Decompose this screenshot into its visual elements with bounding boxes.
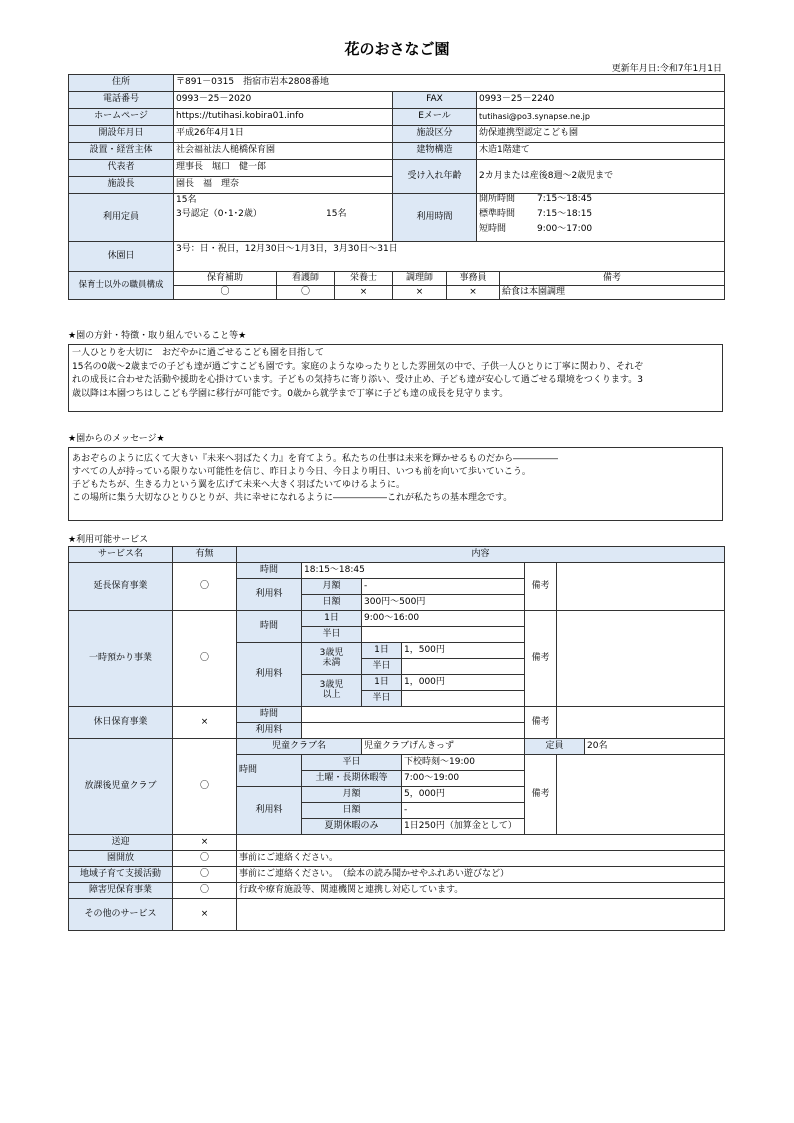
- representative-value: 理事長 堀口 健一郎: [174, 160, 393, 177]
- houkago-cap-value: 20名: [585, 739, 725, 755]
- encho-monthly-label: 月額: [302, 579, 362, 595]
- service-shogai-avail: 〇: [173, 883, 237, 899]
- kyujitsu-time-label: 時間: [237, 707, 302, 723]
- houkago-daily-label: 日額: [302, 803, 402, 819]
- service-chiiki-name: 地域子育て支援活動: [69, 867, 173, 883]
- encho-time-value: 18:15～18:45: [302, 563, 525, 579]
- ichiji-half-label: 半日: [302, 627, 362, 643]
- hours-short-value: 9:00～17:00: [537, 224, 593, 234]
- staff-value-assistant: 〇: [174, 286, 277, 300]
- capacity-type: 3号認定（0･1･2歳）: [176, 209, 262, 219]
- tel-value: 0993－25－2020: [174, 92, 393, 109]
- ichiji-over3-half-label: 半日: [362, 691, 402, 707]
- staff-value-nutritionist: ×: [335, 286, 393, 300]
- ichiji-over3-day-label: 1日: [362, 675, 402, 691]
- service-enkaiho-name: 園開放: [69, 851, 173, 867]
- ichiji-over3-half-value: [402, 691, 525, 707]
- capacity-type-number: 15名: [326, 209, 347, 219]
- age-value: 2カ月または産後8週～2歳児まで: [477, 160, 725, 194]
- ichiji-half-value: [362, 627, 525, 643]
- service-ichiji-avail: 〇: [173, 611, 237, 707]
- houkago-sat-label: 土曜・長期休暇等: [302, 771, 402, 787]
- facility-info-table: [68, 74, 725, 300]
- staff-header-remarks: 備考: [500, 272, 725, 286]
- houkago-weekday-label: 平日: [302, 755, 402, 771]
- staff-header-nurse: 看護師: [277, 272, 335, 286]
- col-availability: 有無: [173, 547, 237, 563]
- holiday-value: 3号：日・祝日，12月30日～1月3日，3月30日～31日: [174, 242, 725, 272]
- age-label: 受け入れ年齢: [393, 160, 477, 194]
- ichiji-under3-day-label: 1日: [362, 643, 402, 659]
- ichiji-under3-label: 3歳児 未満: [302, 643, 362, 675]
- service-other-name: その他のサービス: [69, 899, 173, 931]
- houkago-remarks-value: [557, 755, 725, 835]
- houkago-monthly-label: 月額: [302, 787, 402, 803]
- service-sogei-content: [237, 835, 725, 851]
- page-title: 花のおさなご園: [344, 40, 450, 58]
- staff-value-nurse: 〇: [277, 286, 335, 300]
- ichiji-under3-day-value: 1，500円: [402, 643, 525, 659]
- hours-cell: [477, 194, 725, 242]
- encho-remarks-value: [557, 563, 725, 611]
- service-sogei-avail: ×: [173, 835, 237, 851]
- service-other-avail: ×: [173, 899, 237, 931]
- hours-standard-value: 7:15～18:15: [537, 209, 593, 219]
- fax-label: FAX: [393, 92, 477, 109]
- service-enkaiho-content: 事前にご連絡ください。: [237, 851, 725, 867]
- fax-value: 0993－25－2240: [477, 92, 725, 109]
- staff-header-clerk: 事務員: [447, 272, 500, 286]
- service-kyujitsu-name: 休日保育事業: [69, 707, 173, 739]
- message-box: [68, 447, 723, 521]
- message-line: この場所に集う大切なひとりひとりが、共に幸せになれるように――――――これが私たちの基本理念です。: [72, 493, 513, 503]
- kyujitsu-fee-label: 利用料: [237, 723, 302, 739]
- houkago-weekday-value: 下校時刻～19:00: [402, 755, 525, 771]
- holiday-label: 休園日: [69, 242, 174, 272]
- capacity-total: 15名: [176, 195, 197, 205]
- kyujitsu-time-value: [302, 707, 525, 723]
- representative-label: 代表者: [69, 160, 174, 177]
- service-chiiki-content: 事前にご連絡ください。 （絵本の読み聞かせやふれあい遊びなど）: [237, 867, 725, 883]
- service-chiiki-avail: 〇: [173, 867, 237, 883]
- houkago-club-value: 児童クラブげんきっず: [362, 739, 525, 755]
- services-table: [68, 546, 725, 931]
- homepage-label: ホームページ: [69, 109, 174, 126]
- houkago-fee-label: 利用料: [237, 787, 302, 835]
- ichiji-over3-day-value: 1，000円: [402, 675, 525, 691]
- policy-line: 歳以降は本園つちはしこども学園に移行が可能です。0歳から就学まで丁寧に子ども達の成長を見守ります。: [72, 388, 509, 399]
- service-sogei-name: 送迎: [69, 835, 173, 851]
- encho-time-label: 時間: [237, 563, 302, 579]
- policy-line: 15名の0歳～2歳までの子ども達が過ごすこども園です。家庭のようなゆったりとした雰囲気の中で、子供一人ひとりに丁寧に関わり、それぞ: [72, 361, 643, 372]
- message-line: すべての人が持っている限りない可能性を信じ、昨日より今日、今日より明日、いつも前を向いて歩いていこう。: [72, 467, 531, 477]
- service-houkago-avail: 〇: [173, 739, 237, 835]
- tel-label: 電話番号: [69, 92, 174, 109]
- staff-header-assistant: 保育補助: [174, 272, 277, 286]
- houkago-time-label: 時間: [237, 755, 302, 787]
- operator-label: 設置・経営主体: [69, 143, 174, 160]
- kyujitsu-remarks-label: 備考: [525, 707, 557, 739]
- ichiji-time-label: 時間: [237, 611, 302, 643]
- hours-open-label: 開所時間: [479, 194, 516, 204]
- service-other-content: [237, 899, 725, 931]
- capacity-label: 利用定員: [69, 194, 174, 242]
- ichiji-day-label: 1日: [302, 611, 362, 627]
- director-label: 施設長: [69, 177, 174, 194]
- kyujitsu-fee-value: [302, 723, 525, 739]
- col-service-name: サービス名: [69, 547, 173, 563]
- category-label: 施設区分: [393, 126, 477, 143]
- service-enkaiho-avail: 〇: [173, 851, 237, 867]
- ichiji-over3-label: 3歳児 以上: [302, 675, 362, 707]
- staff-header-nutritionist: 栄養士: [335, 272, 393, 286]
- services-heading: ★利用可能サービス: [68, 535, 149, 545]
- houkago-sat-value: 7:00～19:00: [402, 771, 525, 787]
- encho-monthly-value: -: [362, 579, 525, 595]
- hours-standard-label: 標準時間: [479, 209, 516, 219]
- hours-short-label: 短時間: [479, 224, 507, 234]
- houkago-summer-label: 夏期休暇のみ: [302, 819, 402, 835]
- hours-label: 利用時間: [393, 194, 477, 242]
- staff-value-clerk: ×: [447, 286, 500, 300]
- service-shogai-content: 行政や療育施設等、関連機関と連携し対応しています。: [237, 883, 725, 899]
- ichiji-under3-half-label: 半日: [362, 659, 402, 675]
- encho-remarks-label: 備考: [525, 563, 557, 611]
- opened-label: 開設年月日: [69, 126, 174, 143]
- houkago-daily-value: -: [402, 803, 525, 819]
- houkago-monthly-value: 5，000円: [402, 787, 525, 803]
- houkago-club-label: 児童クラブ名: [237, 739, 362, 755]
- ichiji-day-value: 9:00～16:00: [362, 611, 525, 627]
- structure-value: 木造1階建て: [477, 143, 725, 160]
- service-kyujitsu-avail: ×: [173, 707, 237, 739]
- address-value: 〒891－0315 指宿市岩本2808番地: [174, 75, 725, 92]
- houkago-summer-value: 1日250円（加算金として）: [402, 819, 525, 835]
- message-heading: ★園からのメッセージ★: [68, 434, 165, 444]
- hours-open-value: 7:15～18:45: [537, 194, 593, 204]
- ichiji-fee-label: 利用料: [237, 643, 302, 707]
- kyujitsu-remarks-value: [557, 707, 725, 739]
- ichiji-remarks-value: [557, 611, 725, 707]
- staff-value-cook: ×: [393, 286, 447, 300]
- structure-label: 建物構造: [393, 143, 477, 160]
- director-value: 園長 福 理奈: [174, 177, 393, 194]
- address-label: 住所: [69, 75, 174, 92]
- encho-daily-label: 日額: [302, 595, 362, 611]
- operator-value: 社会福祉法人槌橋保育園: [174, 143, 393, 160]
- policy-heading: ★園の方針・特徴・取り組んでいること等★: [68, 331, 247, 341]
- capacity-cell: [174, 194, 393, 242]
- service-houkago-name: 放課後児童クラブ: [69, 739, 173, 835]
- service-shogai-name: 障害児保育事業: [69, 883, 173, 899]
- ichiji-under3-half-value: [402, 659, 525, 675]
- staff-value-remarks: 給食は本園調理: [500, 286, 725, 300]
- policy-line: 一人ひとりを大切に おだやかに過ごせるこども園を目指して: [72, 348, 325, 358]
- col-content: 内容: [237, 547, 725, 563]
- service-ichiji-name: 一時預かり事業: [69, 611, 173, 707]
- email-link[interactable]: tutihasi@po3.synapse.ne.jp: [477, 109, 725, 126]
- opened-value: 平成26年4月1日: [174, 126, 393, 143]
- policy-line: れの成長に合わせた活動や援助を心掛けています。子どもの気持ちに寄り添い、受け止め、子ども達が安心して過ごせる環境をつくります。3: [72, 375, 643, 385]
- encho-fee-label: 利用料: [237, 579, 302, 611]
- service-encho-avail: 〇: [173, 563, 237, 611]
- message-line: あおぞらのように広くて大きい『未来へ羽ばたく力』を育てよう。私たちの仕事は未来を輝かせるものだから―――――: [72, 454, 559, 464]
- ichiji-remarks-label: 備考: [525, 611, 557, 707]
- policy-box: [68, 344, 723, 412]
- houkago-remarks-label: 備考: [525, 755, 557, 835]
- homepage-link[interactable]: https://tutihasi.kobira01.info: [174, 109, 393, 126]
- staff-label: 保育士以外の職員構成: [69, 272, 174, 300]
- category-value: 幼保連携型認定こども園: [477, 126, 725, 143]
- staff-header-cook: 調理師: [393, 272, 447, 286]
- encho-daily-value: 300円～500円: [362, 595, 525, 611]
- message-line: 子どもたちが、生きる力という翼を広げて未来へ大きく羽ばたいてゆけるように。: [72, 480, 406, 490]
- email-label: Eメール: [393, 109, 477, 126]
- houkago-cap-label: 定員: [525, 739, 585, 755]
- updated-date: 更新年月日:令和7年1月1日: [611, 64, 722, 74]
- service-encho-name: 延長保育事業: [69, 563, 173, 611]
